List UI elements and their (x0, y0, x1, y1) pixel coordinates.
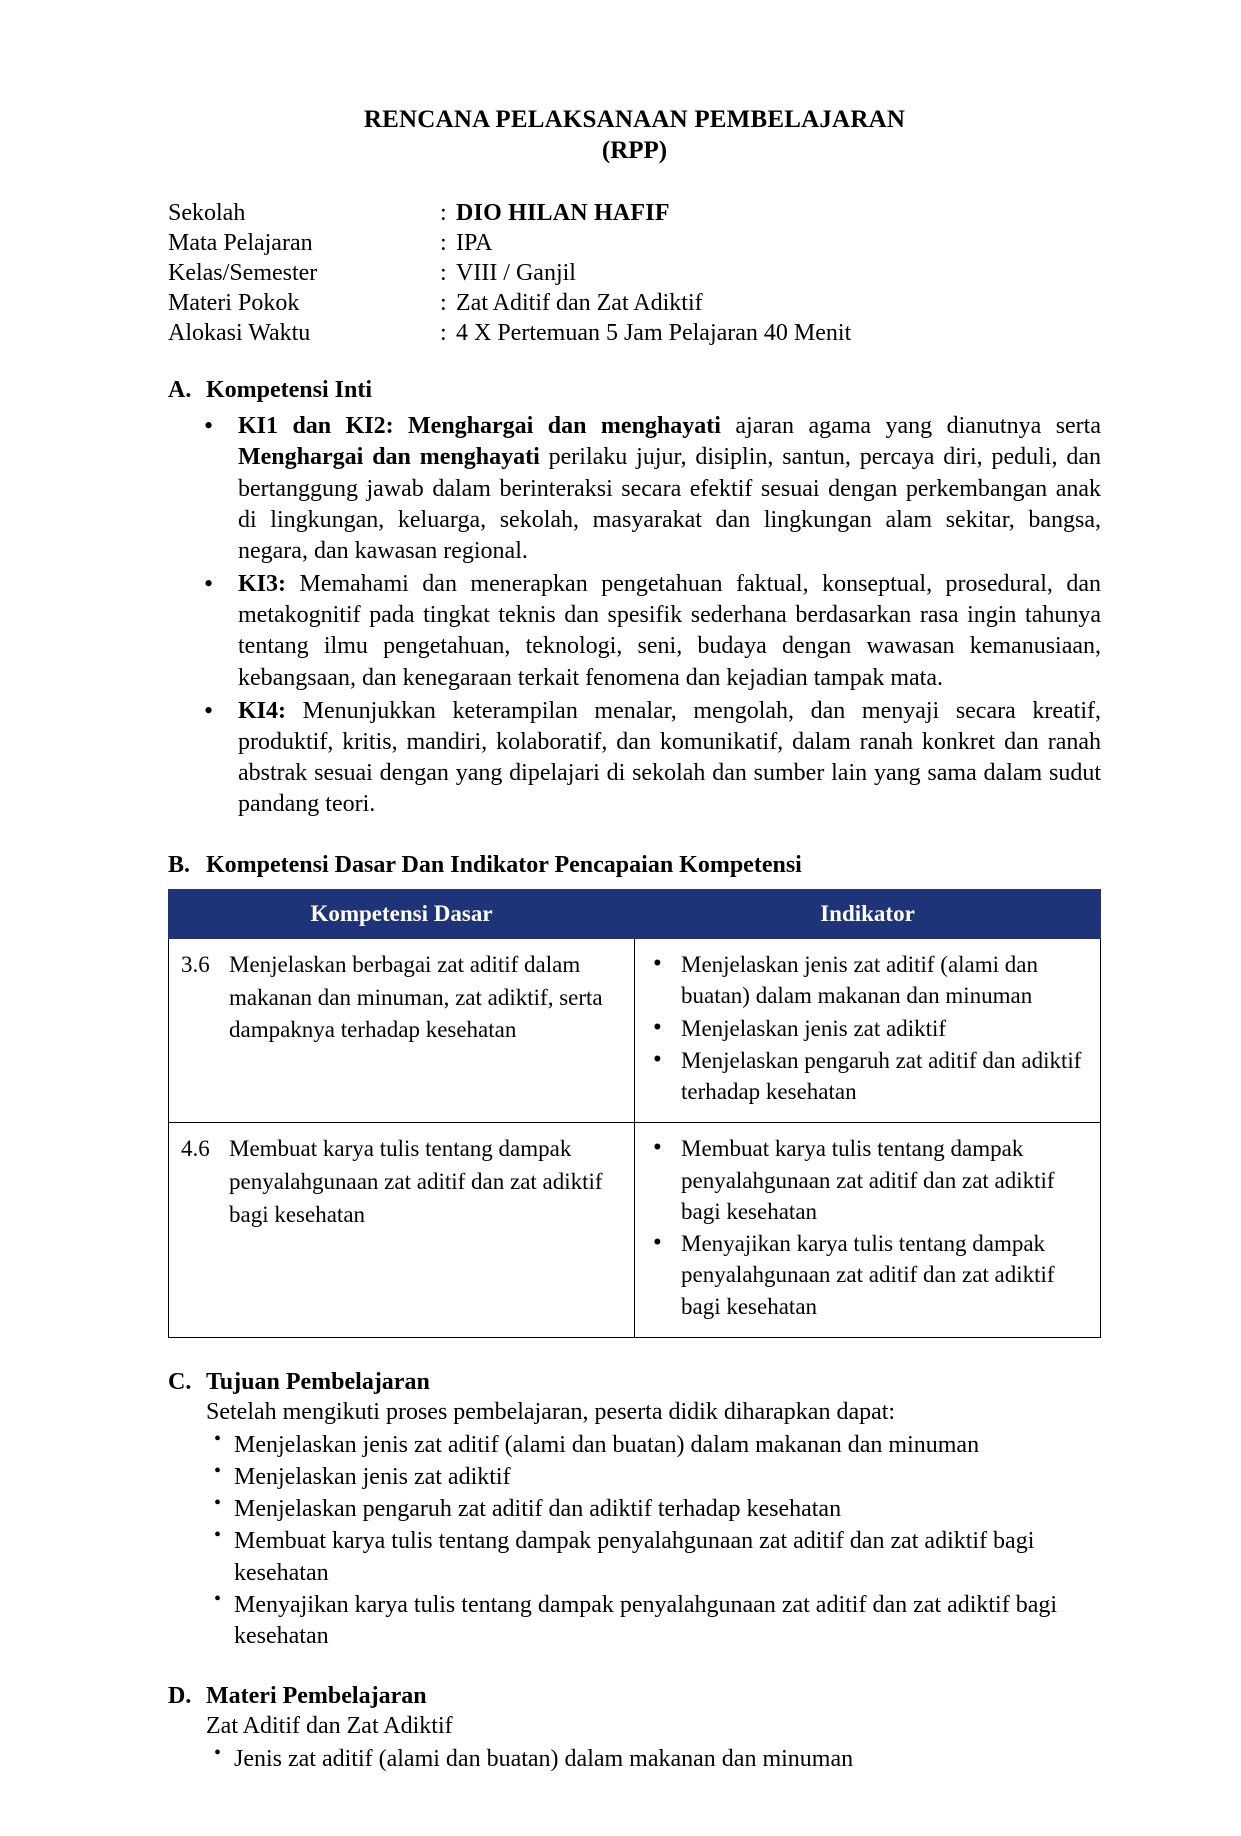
kd-number: 4.6 (181, 1136, 210, 1162)
kompetensi-dasar-table (168, 889, 1101, 1338)
list-item: • Menjelaskan jenis zat aditif (alami dan buatan) dalam makanan dan minuman (168, 1430, 1101, 1461)
section-letter: C. (168, 1368, 192, 1395)
section-title: Materi Pembelajaran (206, 1683, 427, 1710)
list-item: • Menyajikan karya tulis tentang dampak penyalahgunaan zat aditif dan zat adiktif bagi kesehatan (647, 1228, 1088, 1322)
meta-value: Zat Aditif dan Zat Adiktif (456, 289, 703, 316)
section-kompetensi-dasar (168, 851, 1101, 1338)
section-title: Tujuan Pembelajaran (206, 1368, 430, 1395)
list-item (168, 569, 1101, 694)
meta-value: VIII / Ganjil (456, 259, 576, 286)
cell-indikator (635, 1123, 1101, 1338)
ki-label: KI1 dan KI2: Menghargai dan menghayati (238, 413, 721, 440)
cell-indikator (635, 939, 1101, 1123)
section-letter: D. (168, 1683, 192, 1710)
section-title: Kompetensi Dasar Dan Indikator Pencapaian Kompetensi (206, 851, 802, 878)
meta-separator: : (440, 289, 447, 316)
section-tujuan-pembelajaran (168, 1368, 1101, 1652)
meta-value: IPA (456, 229, 493, 256)
section-title: Kompetensi Inti (206, 377, 373, 404)
list-item: • Menjelaskan pengaruh zat aditif dan adiktif terhadap kesehatan (168, 1494, 1101, 1525)
table-row (169, 939, 1101, 1123)
cell-kompetensi-dasar (169, 939, 635, 1123)
kd-text: Menjelaskan berbagai zat aditif dalam makanan dan minuman, zat adiktif, serta dampaknya terhadap kesehatan (229, 952, 603, 1043)
column-header-kompetensi-dasar: Kompetensi Dasar (169, 890, 635, 939)
list-item: • Membuat karya tulis tentang dampak penyalahgunaan zat aditif dan zat adiktif bagi kesehatan (647, 1133, 1088, 1227)
meta-separator: : (440, 200, 447, 226)
meta-value: DIO HILAN HAFIF (456, 200, 670, 226)
section-letter: B. (168, 851, 191, 878)
document-title: RENCANA PELAKSANAAN PEMBELAJARAN (363, 106, 906, 133)
materi-list (168, 1744, 1101, 1775)
meta-label: Alokasi Waktu (168, 319, 311, 346)
kd-text: Membuat karya tulis tentang dampak penyalahgunaan zat aditif dan zat adiktif bagi kesehatan (229, 1136, 603, 1227)
ki-text-2: perilaku jujur, disiplin, santun, percaya diri, peduli, dan bertanggung jawab dalam berinteraksi secara efektif sesuai dengan perkembangan anak di lingkungan, keluarga, sekolah, masyarakat dan lingkungan alam sekitar, bangsa, negara, dan kawasan regional. (238, 444, 1101, 564)
meta-label: Sekolah (168, 200, 246, 226)
list-item: • Jenis zat aditif (alami dan buatan) dalam makanan dan minuman (168, 1744, 1101, 1775)
table-row (169, 1123, 1101, 1338)
meta-separator: : (440, 319, 447, 346)
section-letter: A. (168, 377, 192, 404)
meta-separator: : (440, 229, 447, 256)
meta-separator: : (440, 259, 447, 286)
document-metadata (168, 200, 1101, 346)
section-heading (168, 1368, 1101, 1397)
kompetensi-inti-list (168, 411, 1101, 820)
meta-row (168, 230, 1101, 257)
ki-label: KI4: (238, 697, 286, 724)
materi-intro: Zat Aditif dan Zat Adiktif (206, 1713, 453, 1740)
cell-kompetensi-dasar (169, 1123, 635, 1338)
section-heading (168, 851, 1101, 880)
meta-label: Materi Pokok (168, 289, 300, 316)
ki-label-2: Menghargai dan menghayati (238, 444, 540, 471)
meta-row (168, 200, 1101, 227)
list-item (168, 411, 1101, 567)
ki-text: Menunjukkan keterampilan menalar, mengolah, dan menyaji secara kreatif, produktif, kritis, mandiri, kolaboratif, dan komunikatif, dalam ranah konkret dan ranah abstrak sesuai dengan yang dipelajari di sekolah dan sumber lain yang sama dalam sudut pandang teori. (238, 697, 1101, 818)
list-item: • Menjelaskan pengaruh zat aditif dan adiktif terhadap kesehatan (647, 1045, 1088, 1108)
ki-text: Memahami dan menerapkan pengetahuan faktual, konseptual, prosedural, dan metakognitif pada tingkat teknis dan spesifik sederhana berdasarkan rasa ingin tahunya tentang ilmu pengetahuan, teknologi, seni, budaya dengan wawasan kemanusiaan, kebangsaan, dan kenegaraan terkait fenomena dan kejadian tampak mata. (238, 571, 1101, 691)
table-header-row (169, 890, 1101, 939)
list-item: • Menjelaskan jenis zat adiktif (168, 1462, 1101, 1493)
meta-row (168, 290, 1101, 317)
list-item (168, 696, 1101, 821)
meta-label: Kelas/Semester (168, 259, 318, 286)
list-item: • Menjelaskan jenis zat adiktif (647, 1013, 1088, 1044)
list-item: • Menjelaskan jenis zat aditif (alami dan buatan) dalam makanan dan minuman (647, 949, 1088, 1012)
indicator-list (647, 949, 1088, 1107)
table-body (169, 939, 1101, 1338)
table-header (169, 890, 1101, 939)
indicator-list (647, 1133, 1088, 1322)
tujuan-list (168, 1430, 1101, 1652)
section-materi-pembelajaran (168, 1682, 1101, 1775)
section-kompetensi-inti (168, 376, 1101, 820)
meta-label: Mata Pelajaran (168, 229, 313, 256)
meta-row (168, 260, 1101, 287)
ki-text: ajaran agama yang dianutnya serta (720, 413, 1101, 440)
meta-value: 4 X Pertemuan 5 Jam Pelajaran 40 Menit (456, 319, 852, 346)
document-subtitle: (RPP) (601, 137, 668, 164)
ki-label: KI3: (238, 571, 286, 598)
list-item: • Menyajikan karya tulis tentang dampak penyalahgunaan zat aditif dan zat adiktif bagi kesehatan (168, 1590, 1101, 1652)
tujuan-intro: Setelah mengikuti proses pembelajaran, peserta didik diharapkan dapat: (206, 1398, 896, 1425)
kd-number: 3.6 (181, 952, 210, 977)
section-heading (168, 376, 1101, 405)
section-heading (168, 1682, 1101, 1711)
meta-row (168, 320, 1101, 347)
list-item: • Membuat karya tulis tentang dampak penyalahgunaan zat aditif dan zat adiktif bagi kesehatan (168, 1526, 1101, 1588)
column-header-indikator: Indikator (635, 890, 1101, 939)
